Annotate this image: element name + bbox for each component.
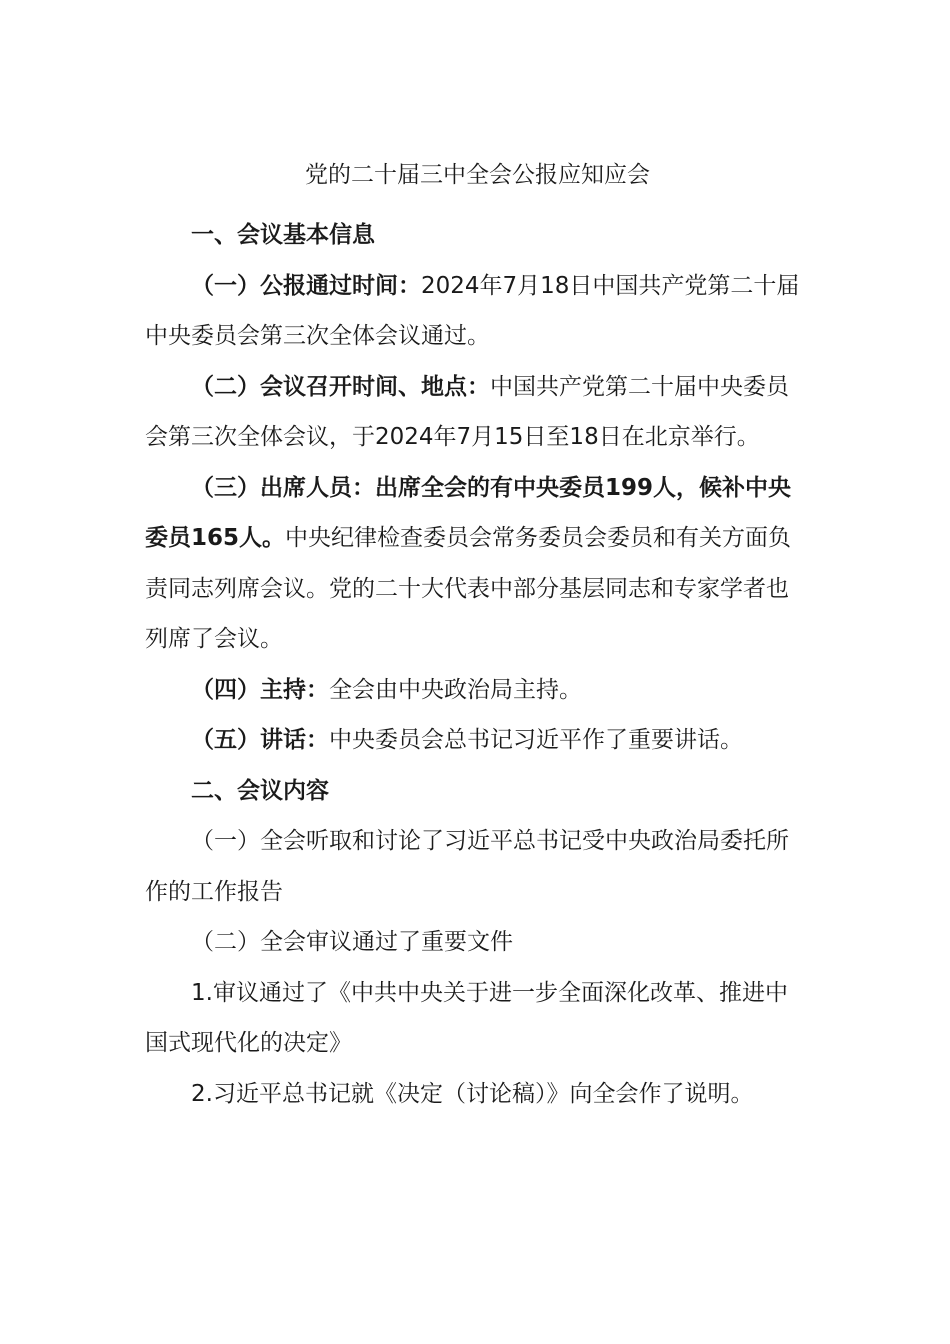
section2-point1: 1.审议通过了《中共中央关于进一步全面深化改革、推进中国式现代化的决定》 bbox=[145, 979, 788, 1056]
item1-text: 2024年7月18日中国共产党第二十届中央委员会第三次全体会议通过。 bbox=[145, 272, 800, 349]
item2-text: 中国共产党第二十届中央委员会第三次全体会议，于2024年7月15日至18日在北京举行。 bbox=[145, 373, 789, 450]
section1-item2 bbox=[145, 362, 810, 463]
section2-item2: （二）全会审议通过了重要文件 bbox=[191, 929, 513, 955]
item5-text: 中央委员会总书记习近平作了重要讲话。 bbox=[329, 727, 743, 753]
item1-label: （一）公报通过时间： bbox=[191, 272, 421, 299]
section2-heading: 二、会议内容 bbox=[191, 777, 329, 804]
section2-point2: 2.习近平总书记就《决定（讨论稿）》向全会作了说明。 bbox=[191, 1080, 754, 1107]
item4-text: 全会由中央政治局主持。 bbox=[329, 676, 582, 703]
section1-item5 bbox=[145, 715, 810, 766]
section1-item4 bbox=[145, 665, 810, 716]
item3-label: （三）出席人员：出席全会的有中央委员199人，候补中央委员165人。 bbox=[145, 474, 792, 551]
document-page bbox=[145, 150, 810, 1119]
section1-heading: 一、会议基本信息 bbox=[191, 222, 375, 248]
section2-item1: （一）全会听取和讨论了习近平总书记受中央政治局委托所作的工作报告 bbox=[145, 828, 789, 905]
section1-item1 bbox=[145, 261, 810, 362]
item4-label: （四）主持： bbox=[191, 676, 329, 703]
item5-label: （五）讲话： bbox=[191, 727, 329, 753]
item2-label: （二）会议召开时间、地点： bbox=[191, 373, 490, 400]
section1-item3 bbox=[145, 463, 810, 665]
item3-text: 中央纪律检查委员会常务委员会委员和有关方面负责同志列席会议。党的二十大代表中部分基层同志和专家学者也列席了会议。 bbox=[145, 525, 792, 652]
document-title: 党的二十届三中全会公报应知应会 bbox=[305, 162, 650, 188]
